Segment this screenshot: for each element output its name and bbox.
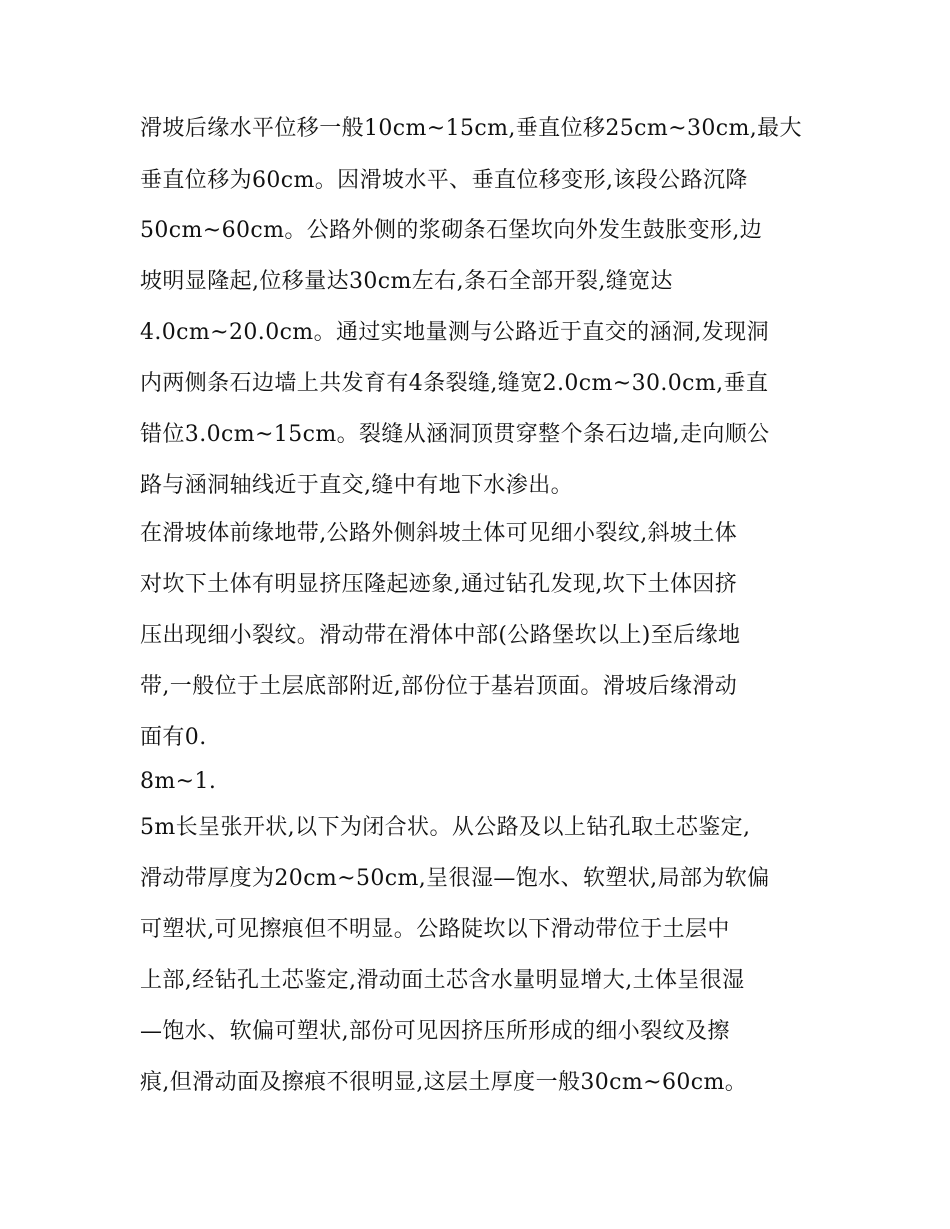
text-line: 50cm~60cm。公路外侧的浆砌条石堡坎向外发生鼓胀变形,边 <box>140 218 763 243</box>
text-line: 面有0. <box>140 725 207 750</box>
text-line: 路与涵洞轴线近于直交,缝中有地下水渗出。 <box>140 473 573 498</box>
text-line: 8m~1. <box>140 769 217 794</box>
text-line: 上部,经钻孔土芯鉴定,滑动面土芯含水量明显增大,土体呈很湿 <box>140 968 745 993</box>
text-line: 5m长呈张开状,以下为闭合状。从公路及以上钻孔取土芯鉴定, <box>140 815 751 840</box>
text-line: 对坎下土体有明显挤压隆起迹象,通过钻孔发现,坎下土体因挤 <box>140 572 738 597</box>
text-line: 滑坡后缘水平位移一般10cm~15cm,垂直位移25cm~30cm,最大 <box>140 116 802 141</box>
text-line: 4.0cm~20.0cm。通过实地量测与公路近于直交的涵洞,发现洞 <box>140 320 769 345</box>
text-line: 在滑坡体前缘地带,公路外侧斜坡土体可见细小裂纹,斜坡土体 <box>140 521 738 546</box>
text-line: 痕,但滑动面及擦痕不很明显,这层土厚度一般30cm~60cm。 <box>140 1070 748 1095</box>
text-line: —饱水、软偏可塑状,部份可见因挤压所形成的细小裂纹及擦 <box>140 1019 730 1044</box>
text-line: 滑动带厚度为20cm~50cm,呈很湿—饱水、软塑状,局部为软偏 <box>140 866 770 891</box>
text-line: 可塑状,可见擦痕但不明显。公路陡坎以下滑动带位于土层中 <box>140 917 730 942</box>
text-line: 垂直位移为60cm。因滑坡水平、垂直位移变形,该段公路沉降 <box>140 168 748 193</box>
text-line: 坡明显隆起,位移量达30cm左右,条石全部开裂,缝宽达 <box>140 269 673 294</box>
text-line: 压出现细小裂纹。滑动带在滑体中部(公路堡坎以上)至后缘地 <box>140 623 741 648</box>
text-line: 内两侧条石边墙上共发育有4条裂缝,缝宽2.0cm~30.0cm,垂直 <box>140 371 769 396</box>
text-line: 带,一般位于土层底部附近,部份位于基岩顶面。滑坡后缘滑动 <box>140 674 738 699</box>
text-line: 错位3.0cm~15cm。裂缝从涵洞顶贯穿整个条石边墙,走向顺公 <box>140 422 770 447</box>
